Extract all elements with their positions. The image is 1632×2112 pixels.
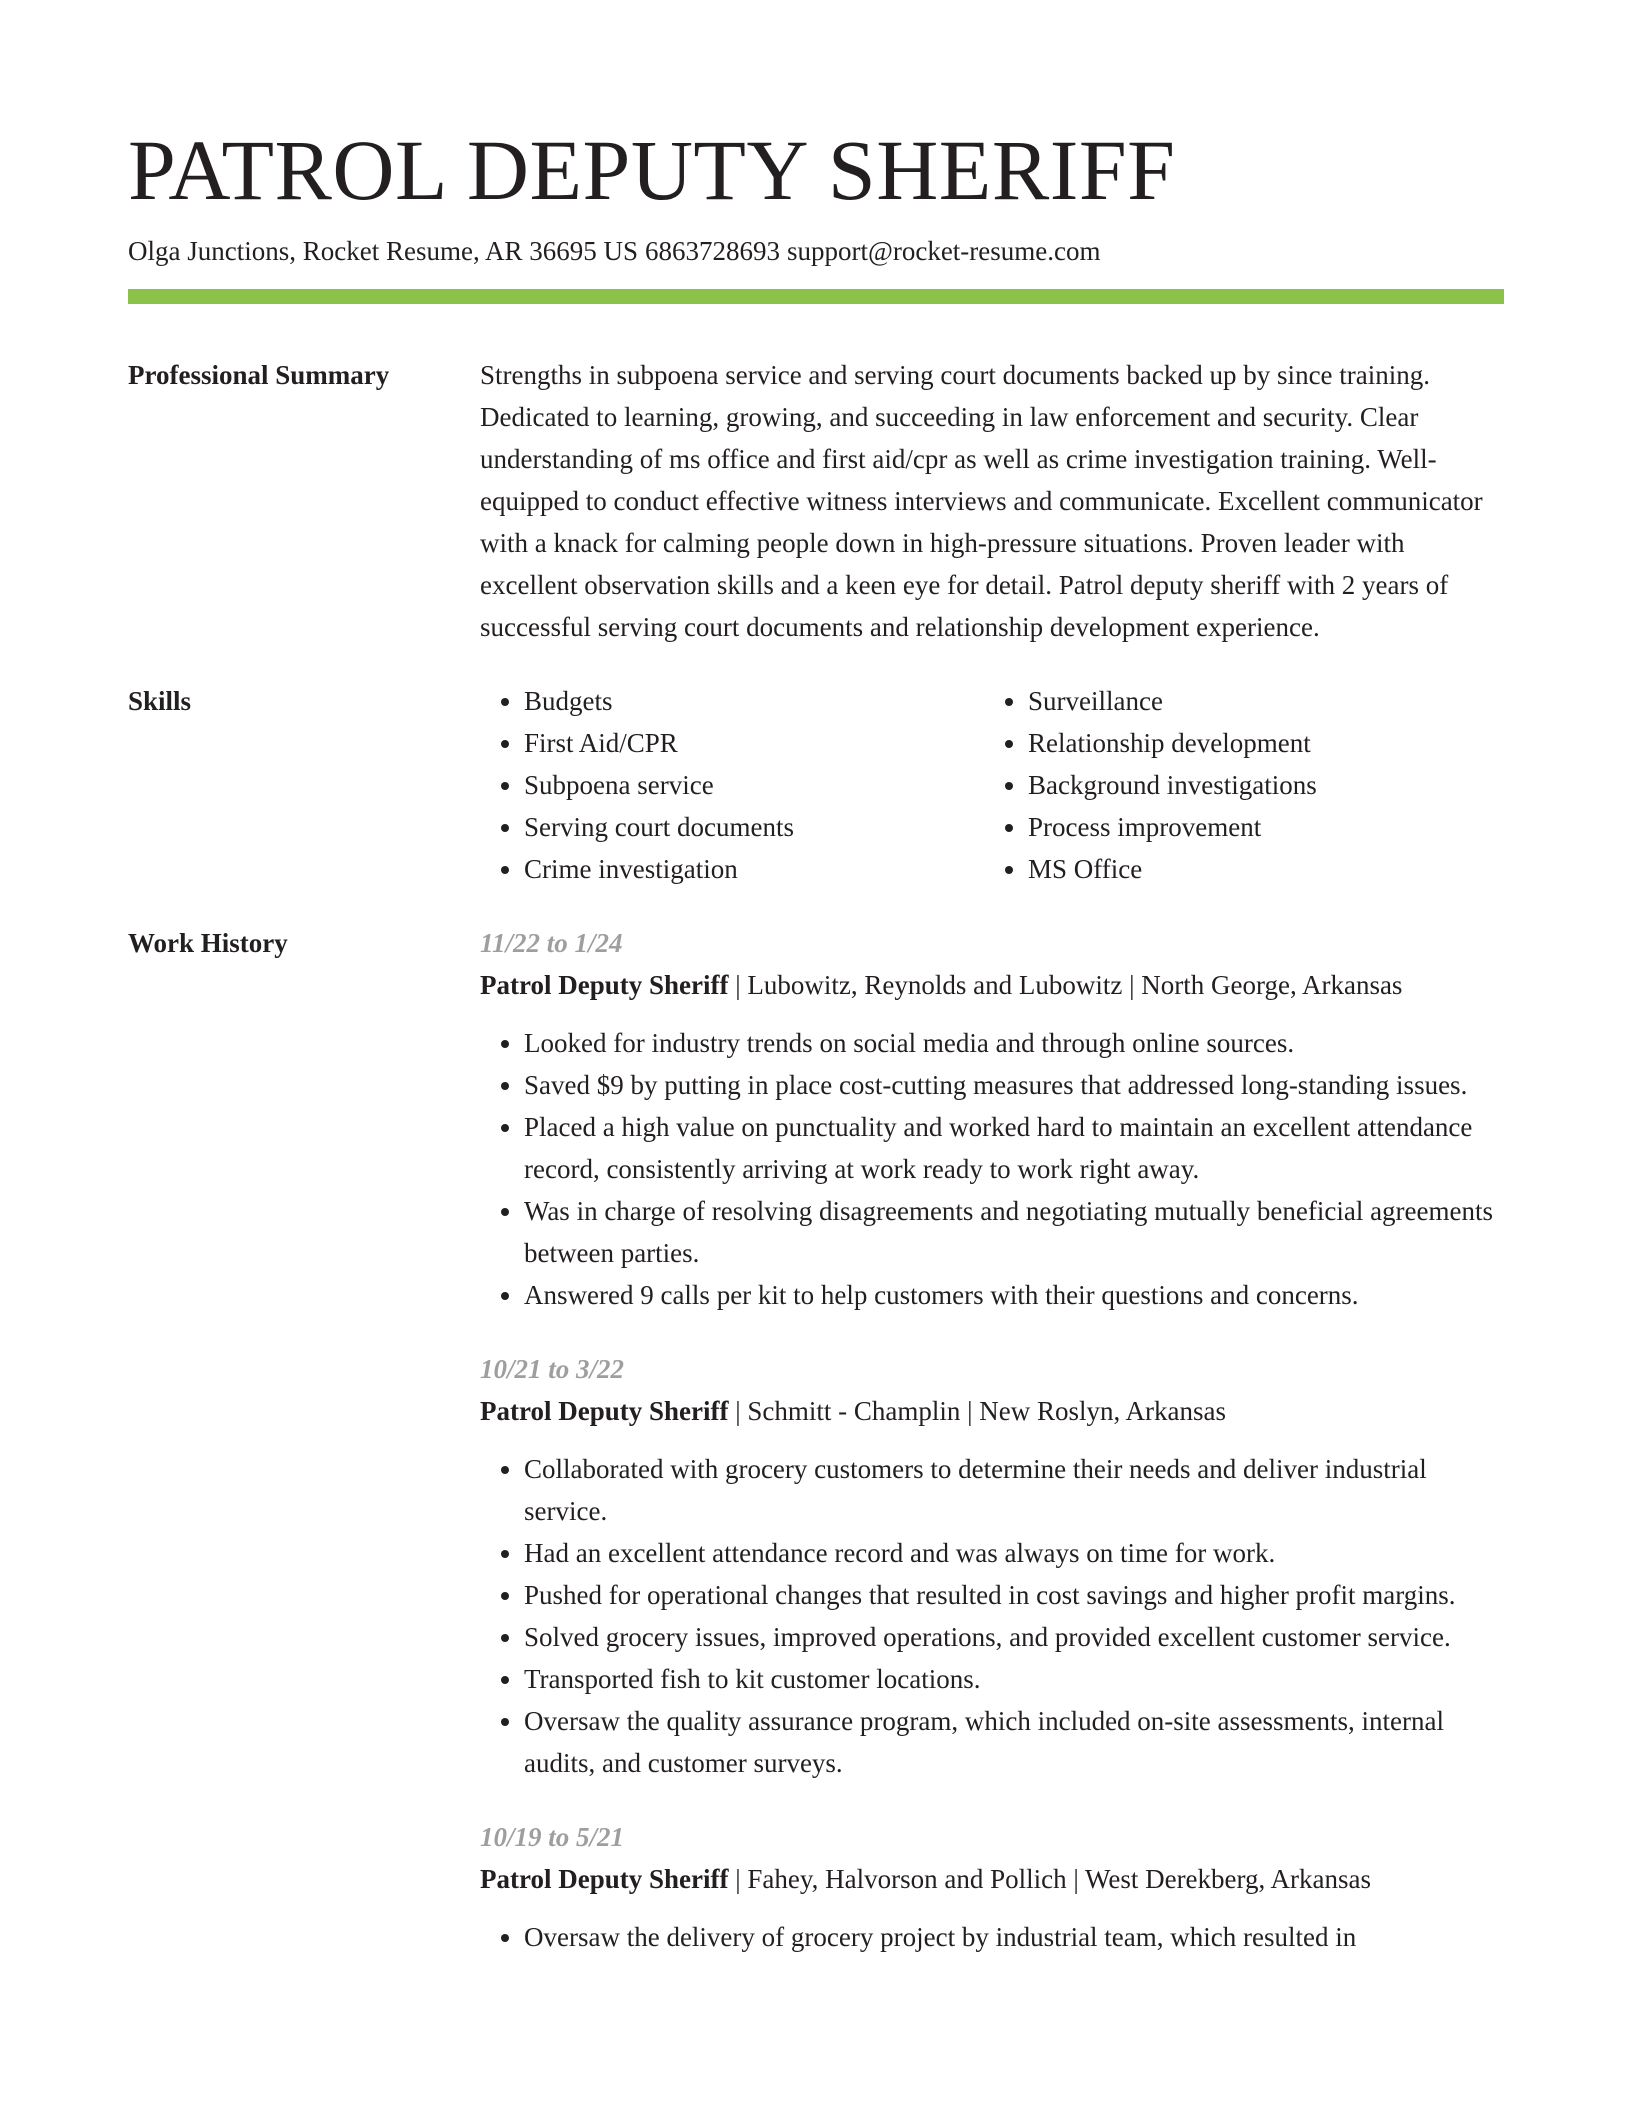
skill-item: • MS Office — [1028, 848, 1488, 890]
job-bullet: • Had an excellent attendance record and was always on time for work. — [524, 1532, 1504, 1574]
skills-body — [480, 680, 1504, 890]
job-title: Patrol Deputy Sheriff — [480, 1396, 729, 1426]
contact-email: support@rocket-resume.com — [786, 236, 1101, 266]
job-dates: 10/19 to 5/21 — [480, 1822, 625, 1852]
skills-section — [128, 680, 1504, 890]
job-separator: | — [1066, 1864, 1086, 1894]
job-separator: | — [728, 1864, 748, 1894]
job-company: Fahey, Halvorson and Pollich — [747, 1864, 1067, 1894]
job-location: North George, Arkansas — [1141, 970, 1403, 1000]
skill-item: • Serving court documents — [524, 806, 984, 848]
job-entry — [480, 1816, 1504, 1958]
job-bullets — [480, 1448, 1504, 1784]
contact-line — [128, 234, 1504, 268]
job-company: Lubowitz, Reynolds and Lubowitz — [747, 970, 1123, 1000]
job-bullet: • Pushed for operational changes that resulted in cost savings and higher profit margins. — [524, 1574, 1504, 1616]
work-history-title: Work History — [128, 928, 288, 958]
job-location: New Roslyn, Arkansas — [979, 1396, 1227, 1426]
skill-item: • Crime investigation — [524, 848, 984, 890]
contact-phone: 6863728693 — [644, 236, 780, 266]
skill-item: • Surveillance — [1028, 680, 1488, 722]
summary-text: Strengths in subpoena service and serving court documents backed up by since training. Dedicated to learning, growing, and succeeding in law enforcement and security. Clear understanding of ms office and first aid/cpr as well as crime investigation training. Well-equipped to conduct effective witness interviews and communicate. Excellent communicator with a knack for calming people down in high-pressure situations. Proven leader with excellent observation skills and a keen eye for detail. Patrol deputy sheriff with 2 years of successful serving court documents and relationship development experience. — [480, 360, 1483, 642]
skills-title: Skills — [128, 686, 192, 716]
job-separator: | — [960, 1396, 980, 1426]
job-bullet: • Placed a high value on punctuality and worked hard to maintain an excellent attendance record, consistently arriving at work ready to work right away. — [524, 1106, 1504, 1190]
job-bullets — [480, 1916, 1504, 1958]
contact-address: Olga Junctions, Rocket Resume, AR 36695 US — [128, 236, 638, 266]
skill-item: • Background investigations — [1028, 764, 1488, 806]
job-heading — [480, 1858, 1504, 1900]
summary-title: Professional Summary — [128, 360, 390, 390]
job-dates: 11/22 to 1/24 — [480, 928, 623, 958]
job-location: West Derekberg, Arkansas — [1085, 1864, 1372, 1894]
job-title: Patrol Deputy Sheriff — [480, 1864, 729, 1894]
job-heading — [480, 964, 1504, 1006]
resume-page — [128, 0, 1504, 1958]
job-bullet: • Looked for industry trends on social media and through online sources. — [524, 1022, 1504, 1064]
job-bullet: • Answered 9 calls per kit to help customers with their questions and concerns. — [524, 1274, 1504, 1316]
job-bullet: • Oversaw the quality assurance program, which included on-site assessments, internal audits, and customer surveys. — [524, 1700, 1504, 1784]
job-bullet: • Collaborated with grocery customers to determine their needs and deliver industrial service. — [524, 1448, 1504, 1532]
job-title: Patrol Deputy Sheriff — [480, 970, 729, 1000]
header-divider — [128, 289, 1504, 304]
skill-item: • Relationship development — [1028, 722, 1488, 764]
job-dates: 10/21 to 3/22 — [480, 1354, 625, 1384]
skill-item: • Budgets — [524, 680, 984, 722]
job-separator: | — [728, 1396, 748, 1426]
job-bullet: • Transported fish to kit customer locations. — [524, 1658, 1504, 1700]
summary-section — [128, 354, 1504, 648]
job-entry — [480, 922, 1504, 1316]
job-bullets — [480, 1022, 1504, 1316]
skills-list-right — [984, 680, 1488, 890]
job-bullet: • Solved grocery issues, improved operations, and provided excellent customer service. — [524, 1616, 1504, 1658]
work-history-body — [480, 922, 1504, 1958]
skill-item: • Process improvement — [1028, 806, 1488, 848]
job-bullet: • Oversaw the delivery of grocery project by industrial team, which resulted in — [524, 1916, 1504, 1958]
work-history-section — [128, 922, 1504, 1958]
job-bullet: • Was in charge of resolving disagreements and negotiating mutually beneficial agreements between parties. — [524, 1190, 1504, 1274]
job-separator: | — [728, 970, 748, 1000]
job-separator: | — [1122, 970, 1142, 1000]
job-company: Schmitt - Champlin — [747, 1396, 961, 1426]
skill-item: • First Aid/CPR — [524, 722, 984, 764]
job-entry — [480, 1348, 1504, 1784]
skills-columns — [480, 680, 1504, 890]
job-bullet: • Saved $9 by putting in place cost-cutting measures that addressed long-standing issues. — [524, 1064, 1504, 1106]
resume-name: PATROL DEPUTY SHERIFF — [128, 122, 1176, 218]
job-heading — [480, 1390, 1504, 1432]
skill-item: • Subpoena service — [524, 764, 984, 806]
skills-list-left — [480, 680, 984, 890]
